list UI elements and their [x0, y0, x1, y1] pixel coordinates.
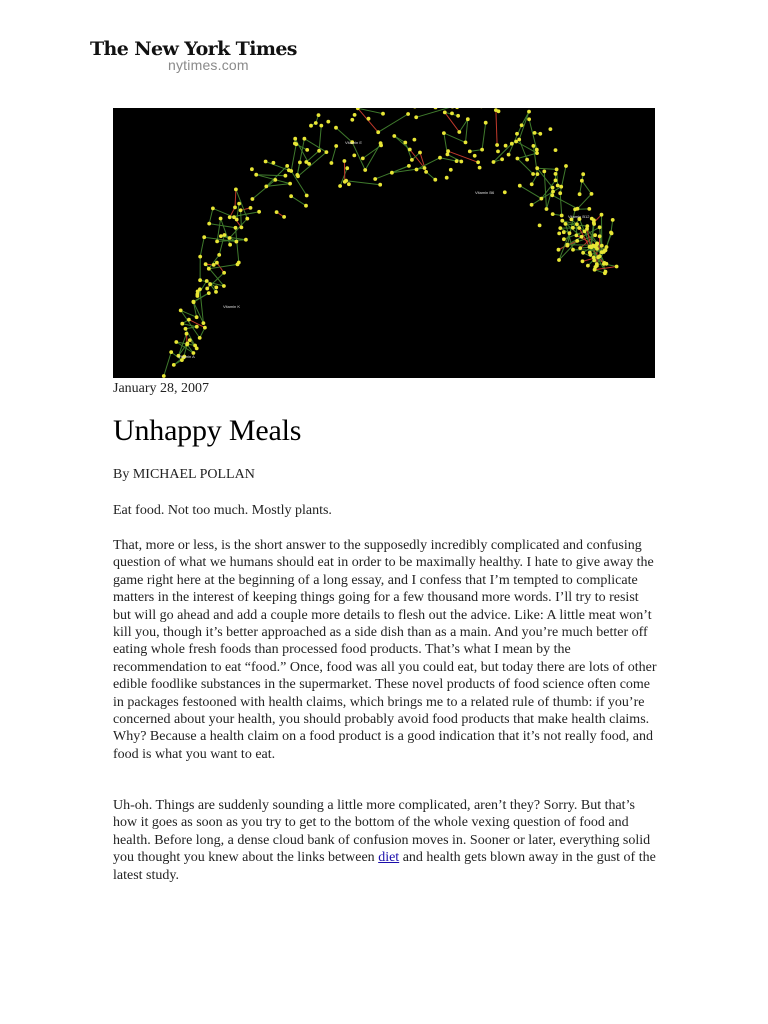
network-node: [581, 259, 585, 263]
network-node: [309, 124, 313, 128]
network-node: [319, 124, 323, 128]
network-node: [264, 160, 268, 164]
network-node: [578, 246, 582, 250]
network-node: [379, 144, 383, 148]
network-link: [578, 194, 592, 209]
network-node: [514, 140, 518, 144]
network-node: [516, 157, 520, 161]
network-link: [517, 159, 533, 175]
network-node: [275, 210, 279, 214]
network-node: [233, 206, 237, 210]
molecule-label: Vitamin K: [223, 304, 241, 309]
network-node: [174, 340, 178, 344]
network-node: [492, 160, 496, 164]
network-node: [530, 203, 534, 207]
network-node: [459, 160, 463, 164]
network-node: [195, 347, 199, 351]
network-node: [466, 117, 470, 121]
network-node: [464, 141, 468, 145]
network-node: [345, 166, 349, 170]
network-node: [304, 160, 308, 164]
network-link: [482, 123, 486, 150]
network-node: [207, 222, 211, 226]
network-node: [558, 191, 562, 195]
network-node: [188, 338, 192, 342]
network-link: [298, 152, 326, 176]
network-node: [219, 217, 223, 221]
network-node: [581, 251, 585, 255]
network-node: [264, 185, 268, 189]
network-node: [554, 148, 558, 152]
network-node: [573, 208, 577, 212]
network-node: [298, 161, 302, 165]
network-node: [500, 157, 504, 161]
network-node: [451, 108, 455, 109]
network-node: [378, 183, 382, 187]
network-node: [478, 166, 482, 170]
network-node: [343, 159, 347, 163]
network-node: [196, 294, 200, 298]
network-link: [235, 189, 236, 207]
network-node: [414, 115, 418, 119]
network-link: [346, 181, 380, 185]
network-link: [217, 219, 221, 242]
network-node: [434, 108, 438, 109]
network-node: [179, 309, 183, 313]
network-node: [600, 213, 604, 217]
network-node: [558, 226, 562, 230]
network-link: [200, 237, 204, 256]
network-node: [212, 263, 216, 267]
network-node: [204, 262, 208, 266]
network-node: [535, 148, 539, 152]
network-node: [518, 184, 522, 188]
network-node: [525, 158, 529, 162]
network-node: [305, 148, 309, 152]
network-node: [450, 112, 454, 116]
network-link: [252, 180, 275, 199]
network-node: [442, 131, 446, 135]
network-link: [537, 168, 556, 169]
network-node: [594, 265, 598, 269]
network-node: [557, 232, 561, 236]
network-link: [182, 324, 197, 327]
network-node: [361, 157, 365, 161]
network-node: [551, 212, 555, 216]
network-node: [605, 245, 609, 249]
network-node: [347, 182, 351, 186]
network-node: [592, 259, 596, 263]
network-link: [580, 174, 584, 194]
network-node: [254, 173, 258, 177]
network-node: [293, 142, 297, 146]
network-node: [237, 261, 241, 265]
network-node: [184, 327, 188, 331]
molecule-label: Vitamin B6: [475, 190, 495, 195]
network-node: [289, 194, 293, 198]
network-node: [222, 284, 226, 288]
network-node: [527, 117, 531, 121]
network-node: [234, 226, 238, 230]
network-node: [289, 169, 293, 173]
network-node: [587, 207, 591, 211]
network-node: [303, 137, 307, 141]
network-node: [222, 271, 226, 275]
network-node: [556, 184, 560, 188]
network-node: [285, 164, 289, 168]
network-node: [408, 148, 412, 152]
network-node: [202, 321, 206, 325]
network-node: [198, 278, 202, 282]
network-link: [331, 146, 336, 163]
network-node: [304, 204, 308, 208]
network-node: [214, 290, 218, 294]
network-node: [557, 258, 561, 262]
network-node: [578, 192, 582, 196]
network-link: [363, 145, 381, 158]
network-node: [593, 233, 597, 237]
network-nodes: [162, 108, 619, 378]
network-node: [185, 332, 189, 336]
network-node: [240, 226, 244, 230]
network-link: [237, 204, 239, 220]
network-node: [549, 127, 553, 131]
network-node: [185, 343, 189, 347]
network-node: [503, 190, 507, 194]
network-node: [237, 202, 241, 206]
network-link: [520, 186, 542, 199]
network-node: [551, 186, 555, 190]
network-node: [410, 158, 414, 162]
network-link: [200, 289, 204, 323]
network-node: [484, 121, 488, 125]
molecule-label: Vitamin A: [178, 354, 195, 359]
network-node: [535, 166, 539, 170]
network-node: [317, 113, 321, 117]
network-node: [288, 182, 292, 186]
network-node: [282, 215, 286, 219]
network-node: [284, 174, 288, 178]
network-link: [236, 228, 239, 263]
network-node: [554, 172, 558, 176]
network-node: [418, 151, 422, 155]
network-node: [610, 232, 614, 236]
network-node: [575, 239, 579, 243]
network-node: [530, 182, 534, 186]
network-node: [536, 172, 540, 176]
network-node: [600, 244, 604, 248]
network-link: [517, 153, 537, 158]
network-node: [438, 156, 442, 160]
molecule-network-graphic: [113, 108, 655, 378]
network-link: [291, 144, 296, 171]
network-node: [325, 150, 329, 154]
network-node: [407, 164, 411, 168]
network-node: [235, 218, 239, 222]
network-node: [169, 350, 173, 354]
network-node: [433, 178, 437, 182]
network-node: [603, 271, 607, 275]
molecule-label: Vitamin B12: [568, 214, 590, 219]
network-node: [540, 197, 544, 201]
network-node: [413, 138, 417, 142]
network-node: [598, 225, 602, 229]
network-node: [611, 218, 615, 222]
network-node: [533, 131, 537, 135]
network-node: [249, 206, 253, 210]
network-node: [446, 149, 450, 153]
nyt-logo[interactable]: The New York Times: [90, 38, 297, 60]
network-node: [350, 118, 354, 122]
network-node: [531, 172, 535, 176]
network-node: [234, 188, 238, 192]
network-node: [443, 111, 447, 115]
network-node: [504, 144, 508, 148]
network-node: [228, 215, 232, 219]
network-node: [476, 160, 480, 164]
network-node: [457, 130, 461, 134]
site-url: nytimes.com: [168, 57, 249, 73]
network-node: [363, 168, 367, 172]
network-node: [495, 143, 499, 147]
network-node: [326, 120, 330, 124]
network-node: [445, 176, 449, 180]
network-node: [589, 245, 593, 249]
masthead: [90, 38, 297, 78]
network-node: [480, 148, 484, 152]
network-node: [205, 279, 209, 283]
network-node: [455, 108, 459, 109]
network-node: [192, 300, 196, 304]
network-node: [293, 137, 297, 141]
network-node: [317, 149, 321, 153]
network-node: [296, 174, 300, 178]
network-node: [592, 218, 596, 222]
network-link: [340, 168, 347, 186]
network-node: [566, 243, 570, 247]
network-node: [595, 242, 599, 246]
network-node: [314, 121, 318, 125]
network-node: [338, 184, 342, 188]
network-node: [580, 179, 584, 183]
article-paragraph: [113, 797, 658, 884]
network-node: [615, 265, 619, 269]
network-node: [596, 255, 600, 259]
network-node: [217, 253, 221, 257]
network-node: [588, 251, 592, 255]
network-link: [319, 126, 321, 151]
network-node: [406, 112, 410, 116]
network-node: [207, 291, 211, 295]
network-node: [195, 315, 199, 319]
network-node: [423, 166, 427, 170]
network-node: [497, 109, 501, 113]
network-link: [164, 352, 171, 376]
network-node: [344, 179, 348, 183]
network-node: [392, 134, 396, 138]
network-node: [590, 192, 594, 196]
network-node: [562, 230, 566, 234]
network-link: [219, 235, 224, 255]
network-link: [611, 220, 613, 233]
network-node: [353, 113, 357, 117]
network-node: [352, 154, 356, 158]
network-node: [198, 255, 202, 259]
network-node: [564, 164, 568, 168]
network-node: [455, 159, 459, 163]
network-node: [390, 171, 394, 175]
network-node: [239, 208, 243, 212]
network-link: [557, 169, 558, 185]
network-node: [595, 247, 599, 251]
network-node: [235, 240, 239, 244]
network-node: [603, 249, 607, 253]
network-node: [187, 318, 191, 322]
network-node: [334, 144, 338, 148]
network-node: [272, 161, 276, 165]
network-node: [598, 234, 602, 238]
network-node: [577, 226, 581, 230]
network-node: [244, 238, 248, 242]
network-node: [446, 153, 450, 157]
network-node: [305, 194, 309, 198]
article-date: January 28, 2007: [113, 381, 210, 396]
network-node: [580, 235, 584, 239]
article-paragraph: Eat food. Not too much. Mostly plants.: [113, 503, 332, 518]
network-node: [575, 234, 579, 238]
network-link: [560, 193, 562, 215]
network-node: [207, 267, 211, 271]
network-link: [444, 133, 466, 142]
network-node: [571, 248, 575, 252]
network-node: [568, 231, 572, 235]
network-node: [215, 240, 219, 244]
network-node: [468, 150, 472, 154]
network-node: [581, 172, 585, 176]
network-node: [208, 282, 212, 286]
network-node: [376, 130, 380, 134]
network-node: [198, 336, 202, 340]
network-node: [575, 222, 579, 226]
network-node: [413, 108, 417, 109]
network-node: [172, 363, 176, 367]
network-node: [557, 248, 561, 252]
network-node: [223, 233, 227, 237]
network-node: [551, 190, 555, 194]
network-node: [456, 114, 460, 118]
network-node: [554, 179, 558, 183]
network-node: [424, 170, 428, 174]
network-node: [215, 261, 219, 265]
network-link: [544, 171, 546, 209]
network-node: [562, 237, 566, 241]
network-node: [203, 326, 207, 330]
network-node: [550, 193, 554, 197]
network-node: [507, 153, 511, 157]
network-node: [202, 235, 206, 239]
network-link: [394, 136, 405, 143]
diet-link[interactable]: diet: [378, 850, 400, 866]
network-node: [555, 168, 559, 172]
network-node: [228, 236, 232, 240]
network-link: [560, 166, 566, 193]
network-node: [219, 234, 223, 238]
network-node: [449, 168, 453, 172]
network-node: [205, 287, 209, 291]
network-link: [230, 219, 248, 238]
network-node: [560, 219, 564, 223]
network-node: [586, 264, 590, 268]
network-node: [373, 177, 377, 181]
network-link: [582, 181, 592, 194]
network-node: [520, 123, 524, 127]
network-node: [273, 178, 277, 182]
network-links: [164, 108, 617, 376]
network-link: [496, 110, 497, 145]
paragraph-text: and health gets blown away in the gust of the latest study.: [113, 850, 656, 883]
network-link: [378, 114, 408, 132]
network-link: [417, 158, 441, 170]
network-node: [257, 210, 261, 214]
network-node: [560, 214, 564, 218]
network-node: [334, 126, 338, 130]
article-image: [113, 108, 655, 378]
molecule-label: Vitamin E: [345, 140, 363, 145]
network-link: [209, 208, 213, 223]
network-node: [195, 325, 199, 329]
network-node: [538, 224, 542, 228]
network-node: [510, 142, 514, 146]
network-node: [559, 185, 563, 189]
network-node: [603, 261, 607, 265]
network-node: [381, 112, 385, 116]
network-node: [245, 217, 249, 221]
network-node: [250, 167, 254, 171]
network-node: [515, 132, 519, 136]
article-paragraph: That, more or less, is the short answer to the supposedly incredibly complicated and confusing question of what we humans should eat in order to be maximally healthy. I hate to give away the game right here at the beginning of a long essay, and I confess that I’m tempted to complicate matters in the interest of keeping things going for a few thousand more words. I’ll try to resist but will go ahead and add a couple more details to flesh out the advice. Like: A little meat won’t kill you, though it’s better approached as a side dish than as a main. And you’re much better off eating whole fresh foods than processed food products. That’s what I mean by the recommendation to eat “food.” Once, food was all you could eat, but today there are lots of other edible foodlike substances in the supermarket. These novel products of food science often come in packages festooned with health claims, which brings me to a related rule of thumb: if you’re concerned about your health, you should probably avoid food products that make health claims. Why? Because a health claim on a food product is a good indication that it’s not really food, and food is what you want to eat.: [113, 538, 657, 762]
network-node: [564, 222, 568, 226]
article-byline: By MICHAEL POLLAN: [113, 467, 255, 482]
paragraph-text: Uh-oh. Things are suddenly sounding a little more complicated, aren’t they? Sorry. But that’s how it goes as soon as you try to get to the bottom of the whole vexing question of food and health. Before long, a dense cloud bank of confusion moves in. Sooner or later, everything solid you thought you knew about the links between: [113, 798, 651, 866]
network-node: [473, 154, 477, 158]
network-node: [228, 243, 232, 247]
network-node: [214, 286, 218, 290]
network-node: [211, 207, 215, 211]
network-node: [527, 110, 531, 114]
network-link: [291, 196, 306, 206]
network-node: [251, 197, 255, 201]
network-node: [162, 374, 166, 378]
network-node: [571, 226, 575, 230]
article-headline: Unhappy Meals: [113, 414, 302, 447]
network-node: [330, 161, 334, 165]
network-node: [415, 168, 419, 172]
network-node: [532, 144, 536, 148]
network-link: [552, 195, 577, 208]
network-node: [180, 322, 184, 326]
network-node: [496, 150, 500, 154]
network-node: [535, 151, 539, 155]
network-node: [542, 170, 546, 174]
network-node: [545, 207, 549, 211]
network-node: [538, 132, 542, 136]
network-node: [403, 141, 407, 145]
network-node: [592, 222, 596, 226]
network-node: [367, 117, 371, 121]
network-node: [585, 227, 589, 231]
